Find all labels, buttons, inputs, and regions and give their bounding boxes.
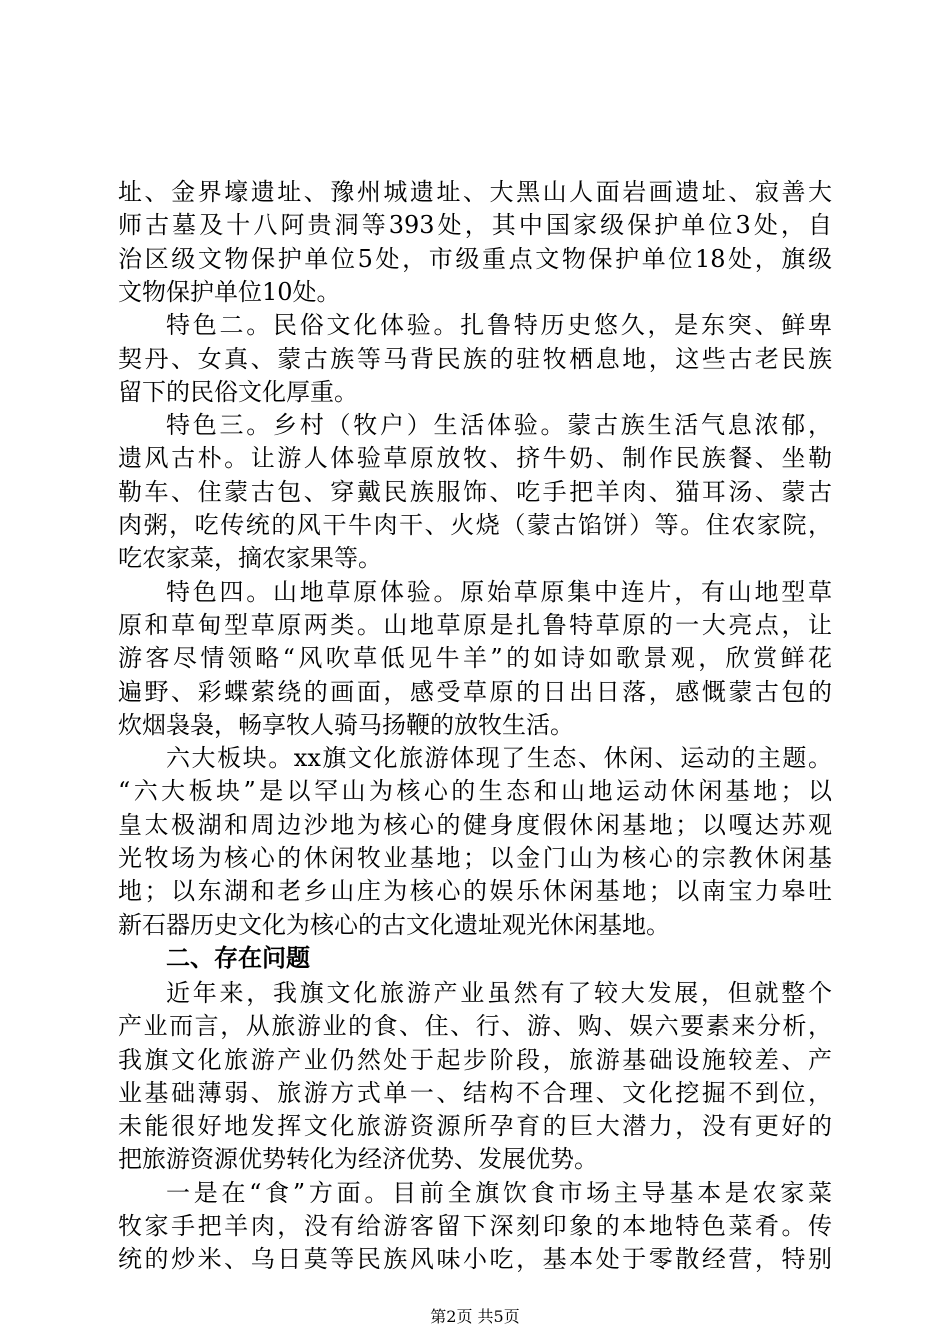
text-line: 原和草甸型草原两类。山地草原是扎鲁特草原的一大亮点，让 (118, 610, 832, 639)
section-heading: 二、存在问题 (166, 943, 310, 972)
text-line: “六大板块”是以罕山为核心的生态和山地运动休闲基地；以 (118, 777, 832, 806)
text-line: 遗风古朴。让游人体验草原放牧、挤牛奶、制作民族餐、坐勒 (118, 444, 832, 473)
paragraph-first-line: 特色四。山地草原体验。原始草原集中连片，有山地型草 (166, 577, 832, 606)
paragraph-first-line: 近年来，我旗文化旅游产业虽然有了较大发展，但就整个 (166, 978, 832, 1007)
text-line: 契丹、女真、蒙古族等马背民族的驻牧栖息地，这些古老民族 (118, 344, 832, 373)
text-line: 未能很好地发挥文化旅游资源所孕育的巨大潜力，没有更好的 (118, 1112, 832, 1141)
text-line: 地；以东湖和老乡山庄为核心的娱乐休闲基地；以南宝力皋吐 (118, 877, 832, 906)
text-line: 炊烟袅袅，畅享牧人骑马扬鞭的放牧生活。 (118, 710, 574, 739)
text-line: 我旗文化旅游产业仍然处于起步阶段，旅游基础设施较差、产 (118, 1045, 832, 1074)
paragraph-first-line: 六大板块。xx旗文化旅游体现了生态、休闲、运动的主题。 (166, 744, 832, 773)
text-line: 统的炒米、乌日莫等民族风味小吃，基本处于零散经营，特别 (118, 1245, 832, 1274)
text-line: 吃农家菜，摘农家果等。 (118, 544, 382, 573)
text-line: 牧家手把羊肉，没有给游客留下深刻印象的本地特色菜肴。传 (118, 1212, 832, 1240)
text-line: 肉粥，吃传统的风干牛肉干、火烧（蒙古馅饼）等。住农家院， (118, 511, 832, 539)
paragraph-first-line: 特色二。民俗文化体验。扎鲁特历史悠久，是东突、鲜卑 (166, 311, 832, 340)
text-line: 业基础薄弱、旅游方式单一、结构不合理、文化挖掘不到位， (118, 1078, 832, 1107)
text-line: 治区级文物保护单位5处，市级重点文物保护单位18处，旗级 (118, 244, 832, 273)
text-line: 光牧场为核心的休闲牧业基地；以金门山为核心的宗教休闲基 (118, 844, 832, 872)
paragraph-first-line: 特色三。乡村（牧户）生活体验。蒙古族生活气息浓郁， (166, 411, 832, 440)
text-line: 文物保护单位10处。 (118, 277, 341, 306)
text-line: 师古墓及十八阿贵洞等393处，其中国家级保护单位3处，自 (118, 211, 832, 240)
paragraph-first-line: 一是在“食”方面。目前全旗饮食市场主导基本是农家菜 (166, 1178, 832, 1207)
text-line: 留下的民俗文化厚重。 (118, 377, 358, 406)
text-line: 址、金界壕遗址、豫州城遗址、大黑山人面岩画遗址、寂善大 (118, 178, 832, 206)
text-line: 游客尽情领略“风吹草低见牛羊”的如诗如歌景观，欣赏鲜花 (118, 644, 832, 673)
page-footer: 第2页 共5页 (430, 1307, 520, 1326)
text-line: 遍野、彩蝶萦绕的画面，感受草原的日出日落，感慨蒙古包的 (118, 677, 832, 706)
text-line: 皇太极湖和周边沙地为核心的健身度假休闲基地；以嘎达苏观 (118, 810, 832, 839)
text-line: 把旅游资源优势转化为经济优势、发展优势。 (118, 1145, 598, 1174)
text-line: 勒车、住蒙古包、穿戴民族服饰、吃手把羊肉、猫耳汤、蒙古 (118, 477, 832, 506)
text-line: 产业而言，从旅游业的食、住、行、游、购、娱六要素来分析， (118, 1012, 832, 1041)
text-line: 新石器历史文化为核心的古文化遗址观光休闲基地。 (118, 910, 670, 939)
